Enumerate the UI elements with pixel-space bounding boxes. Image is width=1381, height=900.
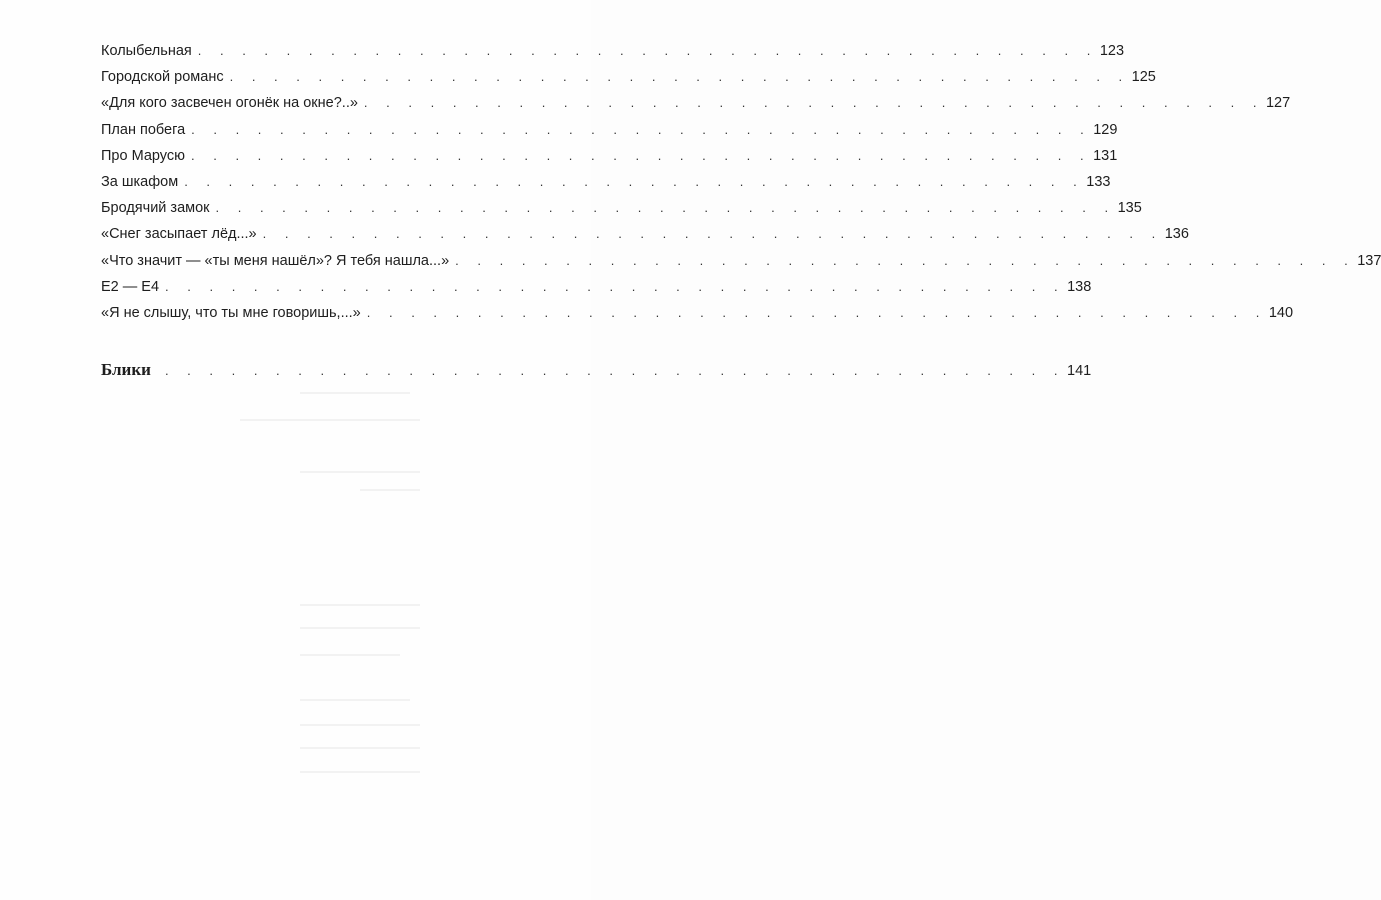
toc-section-entry	[101, 356, 1092, 384]
dot-leader: . . . . . . . . . . . . . . . . . . . . . . . . . . . . . . . . . . . . . . . . .	[191, 147, 1092, 163]
toc-entry-title: «Снег засыпает лёд...»	[101, 226, 257, 243]
toc-entry-title: «Для кого засвечен огонёк на окне?..»	[101, 95, 358, 112]
toc-entry-page: 127	[1265, 95, 1291, 112]
toc-entry-title: Городской романс	[101, 69, 224, 86]
toc-entry	[101, 38, 1125, 64]
toc-entry-page: 138	[1067, 278, 1092, 295]
toc-entry	[101, 300, 1294, 326]
toc-entry-page: 123	[1099, 43, 1125, 59]
dot-leader: . . . . . . . . . . . . . . . . . . . . . . . . . . . . . . . . . . . . . . . . .	[363, 95, 1264, 111]
toc-entry-page: 137	[1357, 252, 1381, 269]
toc-entry-page: 140	[1268, 304, 1294, 321]
toc-entry-page: 131	[1093, 147, 1118, 164]
toc-entry-title: Колыбельная	[101, 43, 192, 59]
table-of-contents	[101, 38, 1381, 326]
dot-leader: . . . . . . . . . . . . . . . . . . . . . . . . . . . . . . . . . . . . . . . . .	[197, 43, 1098, 58]
toc-entry-title: План побега	[101, 121, 186, 138]
dot-leader: . . . . . . . . . . . . . . . . . . . . . . . . . . . . . . . . . . . . . . . . .	[455, 252, 1356, 268]
toc-entry-title: «Я не слышу, что ты мне говоришь,...»	[101, 304, 361, 321]
toc-section-page: 141	[1067, 363, 1092, 379]
toc-entry-page: 129	[1093, 121, 1118, 138]
toc-entry	[101, 274, 1092, 300]
toc-section	[101, 356, 1092, 384]
dot-leader: . . . . . . . . . . . . . . . . . . . . . . . . . . . . . . . . . . . . . . . . .	[229, 69, 1130, 85]
toc-entry	[101, 221, 1189, 247]
toc-entry	[101, 248, 1381, 274]
toc-entry-title: Бродячий замок	[101, 200, 210, 217]
toc-entry	[101, 117, 1118, 143]
toc-entry	[101, 90, 1291, 116]
toc-entry-title: Про Марусю	[101, 147, 185, 164]
dot-leader: . . . . . . . . . . . . . . . . . . . . . . . . . . . . . . . . . . . . . . . . .	[184, 173, 1085, 189]
toc-entry	[101, 64, 1156, 90]
toc-entry-title: За шкафом	[101, 173, 179, 190]
toc-entry-page: 133	[1086, 173, 1111, 190]
toc-entry	[101, 143, 1118, 169]
dot-leader: . . . . . . . . . . . . . . . . . . . . . . . . . . . . . . . . . . . . . . . . .	[165, 278, 1066, 294]
toc-entry-page: 136	[1164, 226, 1189, 243]
toc-entry	[101, 195, 1142, 221]
dot-leader: . . . . . . . . . . . . . . . . . . . . . . . . . . . . . . . . . . . . . . . . .	[191, 121, 1092, 137]
dot-leader: . . . . . . . . . . . . . . . . . . . . . . . . . . . . . . . . . . . . . . . . .	[262, 226, 1163, 242]
toc-entry-title: E2 — E4	[101, 278, 160, 295]
dot-leader: . . . . . . . . . . . . . . . . . . . . . . . . . . . . . . . . . . . . . . . . .	[164, 363, 1065, 378]
toc-entry-page: 125	[1131, 69, 1156, 86]
dot-leader: . . . . . . . . . . . . . . . . . . . . . . . . . . . . . . . . . . . . . . . . .	[215, 200, 1116, 216]
toc-entry	[101, 169, 1111, 195]
toc-entry-page: 135	[1117, 200, 1142, 217]
toc-entry-title: «Что значит — «ты меня нашёл»? Я тебя нашла...»	[101, 252, 450, 269]
toc-section-title: Блики	[101, 360, 151, 379]
dot-leader: . . . . . . . . . . . . . . . . . . . . . . . . . . . . . . . . . . . . . . . . .	[366, 304, 1267, 320]
